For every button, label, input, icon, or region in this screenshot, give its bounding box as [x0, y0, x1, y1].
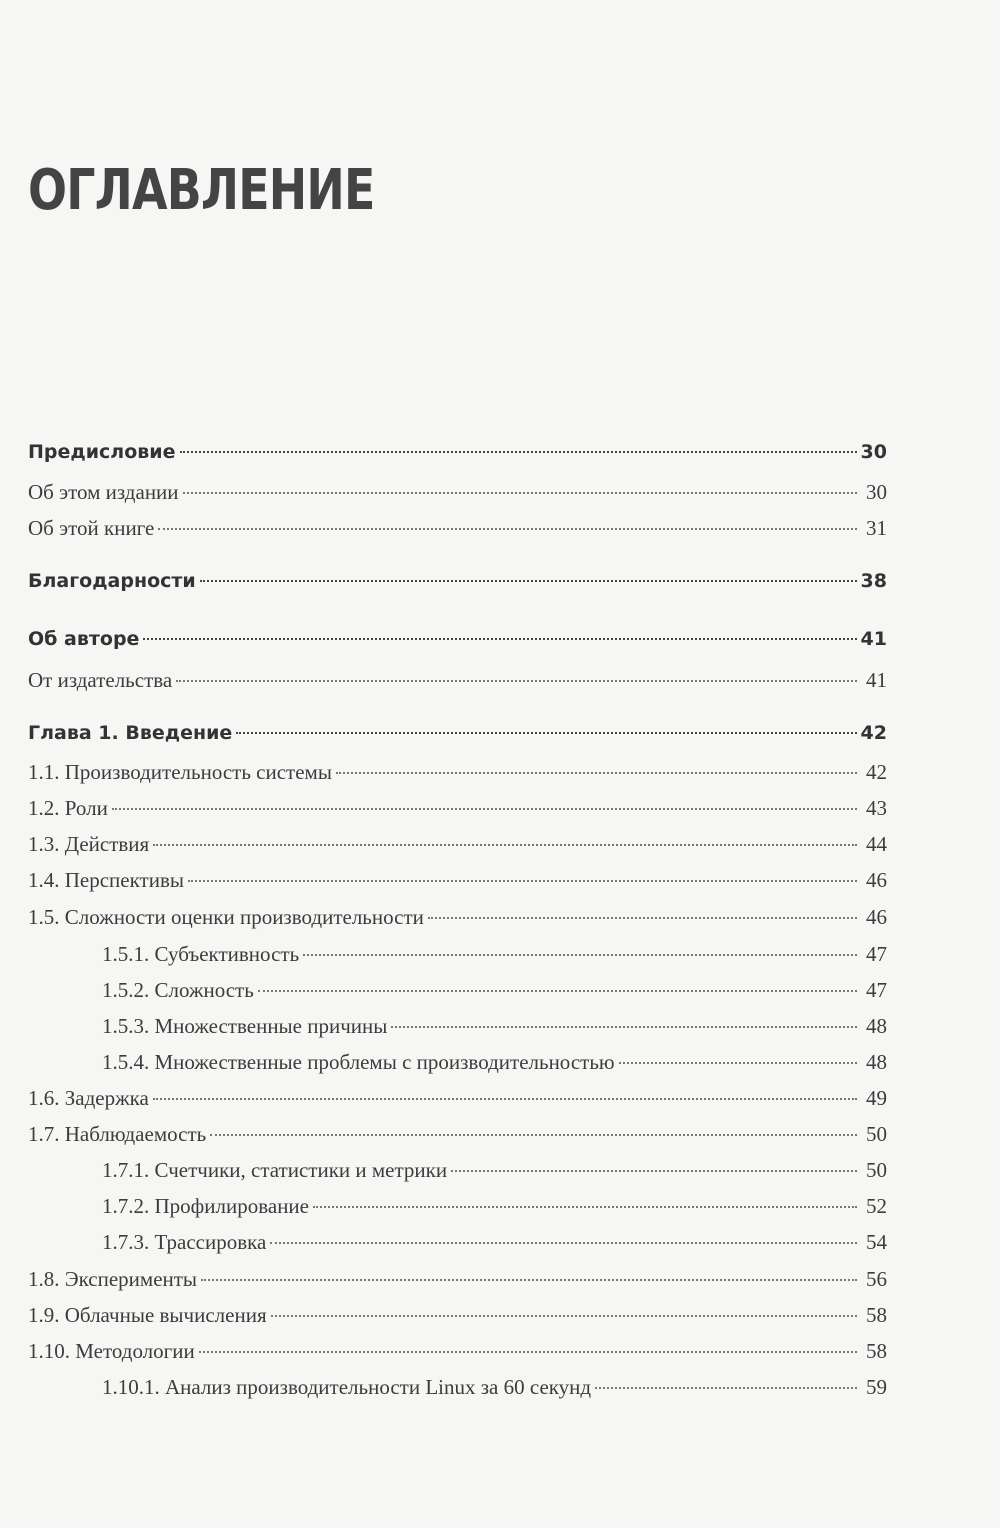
toc-entry-page-number: 42 [866, 760, 887, 784]
toc-entry [28, 832, 887, 862]
toc-entry-page-number: 46 [866, 868, 887, 892]
toc-entry-title: 1.9. Облачные вычисления [28, 1303, 267, 1327]
toc-entry-title: 1.3. Действия [28, 832, 150, 856]
toc-entry [102, 942, 887, 972]
toc-entry [28, 441, 887, 471]
dot-leader [112, 808, 857, 810]
toc-entry-page-number: 59 [866, 1375, 887, 1399]
toc-entry-title: Об этом издании [28, 480, 179, 504]
toc-entry-page-number: 54 [866, 1230, 887, 1254]
toc-entry-title: 1.5. Сложности оценки производительности [28, 905, 424, 929]
toc-entry-title: 1.7. Наблюдаемость [28, 1122, 207, 1146]
toc-entry-page-number: 30 [866, 480, 887, 504]
dot-leader [271, 1315, 857, 1317]
toc-entry [102, 1194, 887, 1224]
toc-entry-page-number: 43 [866, 796, 887, 820]
toc-entry-title: 1.8. Эксперименты [28, 1267, 198, 1291]
dot-leader [210, 1134, 857, 1136]
dot-leader [183, 492, 857, 494]
toc-entry [28, 1339, 887, 1369]
dot-leader [143, 638, 856, 640]
dot-leader [188, 880, 857, 882]
toc-entry-title: 1.4. Перспективы [28, 868, 184, 892]
toc-entry-title: 1.1. Производительность системы [28, 760, 332, 784]
toc-entry [28, 868, 887, 898]
dot-leader [391, 1026, 857, 1028]
toc-entry-page-number: 56 [866, 1267, 887, 1291]
toc-entry-title: 1.10. Методологии [28, 1339, 195, 1363]
toc-entry-page-number: 49 [866, 1086, 887, 1110]
dot-leader [619, 1062, 857, 1064]
toc-entry-page-number: 58 [866, 1339, 887, 1363]
toc-entry-title: 1.2. Роли [28, 796, 108, 820]
toc-entry [102, 1050, 887, 1080]
toc-entry [28, 570, 887, 600]
toc-entry-page-number: 41 [866, 668, 887, 692]
toc-entry-page-number: 58 [866, 1303, 887, 1327]
toc-entry-title: 1.5.2. Сложность [102, 978, 254, 1002]
toc-entry-title: 1.5.1. Субъективность [102, 942, 300, 966]
toc-entry-title: Благодарности [28, 570, 196, 592]
dot-leader [200, 580, 857, 582]
toc-entry-page-number: 50 [866, 1122, 887, 1146]
toc-entry [102, 1375, 887, 1405]
dot-leader [180, 451, 857, 453]
toc-entry [28, 905, 887, 935]
dot-leader [303, 954, 857, 956]
toc-entry [28, 480, 887, 510]
toc-entry-page-number: 52 [866, 1194, 887, 1218]
toc-entry-page-number: 48 [866, 1014, 887, 1038]
toc-entry-title: Об этой книге [28, 516, 155, 540]
dot-leader [595, 1387, 857, 1389]
dot-leader [153, 844, 857, 846]
toc-entry-title: 1.5.4. Множественные проблемы с производительностью [102, 1050, 615, 1074]
dot-leader [313, 1206, 857, 1208]
dot-leader [451, 1170, 857, 1172]
toc-entry-page-number: 50 [866, 1158, 887, 1182]
toc-entry-title: 1.7.2. Профилирование [102, 1194, 309, 1218]
toc-entry-page-number: 31 [866, 516, 887, 540]
dot-leader [158, 528, 857, 530]
toc-entry-title: Глава 1. Введение [28, 722, 233, 744]
toc-entry-page-number: 30 [860, 441, 887, 463]
toc-entry [28, 516, 887, 546]
toc-entry-title: 1.7.1. Счетчики, статистики и метрики [102, 1158, 448, 1182]
toc-entry-title: Предисловие [28, 441, 176, 463]
toc-entry [28, 668, 887, 698]
dot-leader [258, 990, 857, 992]
toc-entry-page-number: 42 [860, 722, 887, 744]
dot-leader [201, 1279, 857, 1281]
toc-entry [28, 796, 887, 826]
toc-entry-title: 1.7.3. Трассировка [102, 1230, 267, 1254]
dot-leader [236, 732, 856, 734]
toc-entry-page-number: 38 [860, 570, 887, 592]
dot-leader [270, 1242, 857, 1244]
dot-leader [153, 1098, 857, 1100]
toc-entry [28, 760, 887, 790]
toc-entry [28, 1122, 887, 1152]
toc-entry-page-number: 47 [866, 942, 887, 966]
toc-entry [102, 978, 887, 1008]
dot-leader [428, 917, 857, 919]
toc-entry [28, 628, 887, 658]
toc-entry-page-number: 48 [866, 1050, 887, 1074]
toc-entry-title: 1.10.1. Анализ производительности Linux за 60 секунд [102, 1375, 592, 1399]
dot-leader [176, 680, 857, 682]
toc-entry-page-number: 46 [866, 905, 887, 929]
toc-entry-page-number: 44 [866, 832, 887, 856]
toc-entry [102, 1014, 887, 1044]
dot-leader [336, 772, 857, 774]
toc-entry-title: 1.6. Задержка [28, 1086, 149, 1110]
toc-entry-title: Об авторе [28, 628, 140, 650]
toc-entry [28, 1303, 887, 1333]
toc-entry [28, 1267, 887, 1297]
dot-leader [199, 1351, 857, 1353]
toc-entry-title: От издательства [28, 668, 173, 692]
toc-entry-title: 1.5.3. Множественные причины [102, 1014, 388, 1038]
toc-entry-page-number: 41 [860, 628, 887, 650]
toc-entry [102, 1158, 887, 1188]
page-title: ОГЛАВЛЕНИЕ [28, 158, 375, 223]
toc-entry [28, 1086, 887, 1116]
toc-entry [102, 1230, 887, 1260]
toc-entry [28, 722, 887, 752]
toc-entry-page-number: 47 [866, 978, 887, 1002]
